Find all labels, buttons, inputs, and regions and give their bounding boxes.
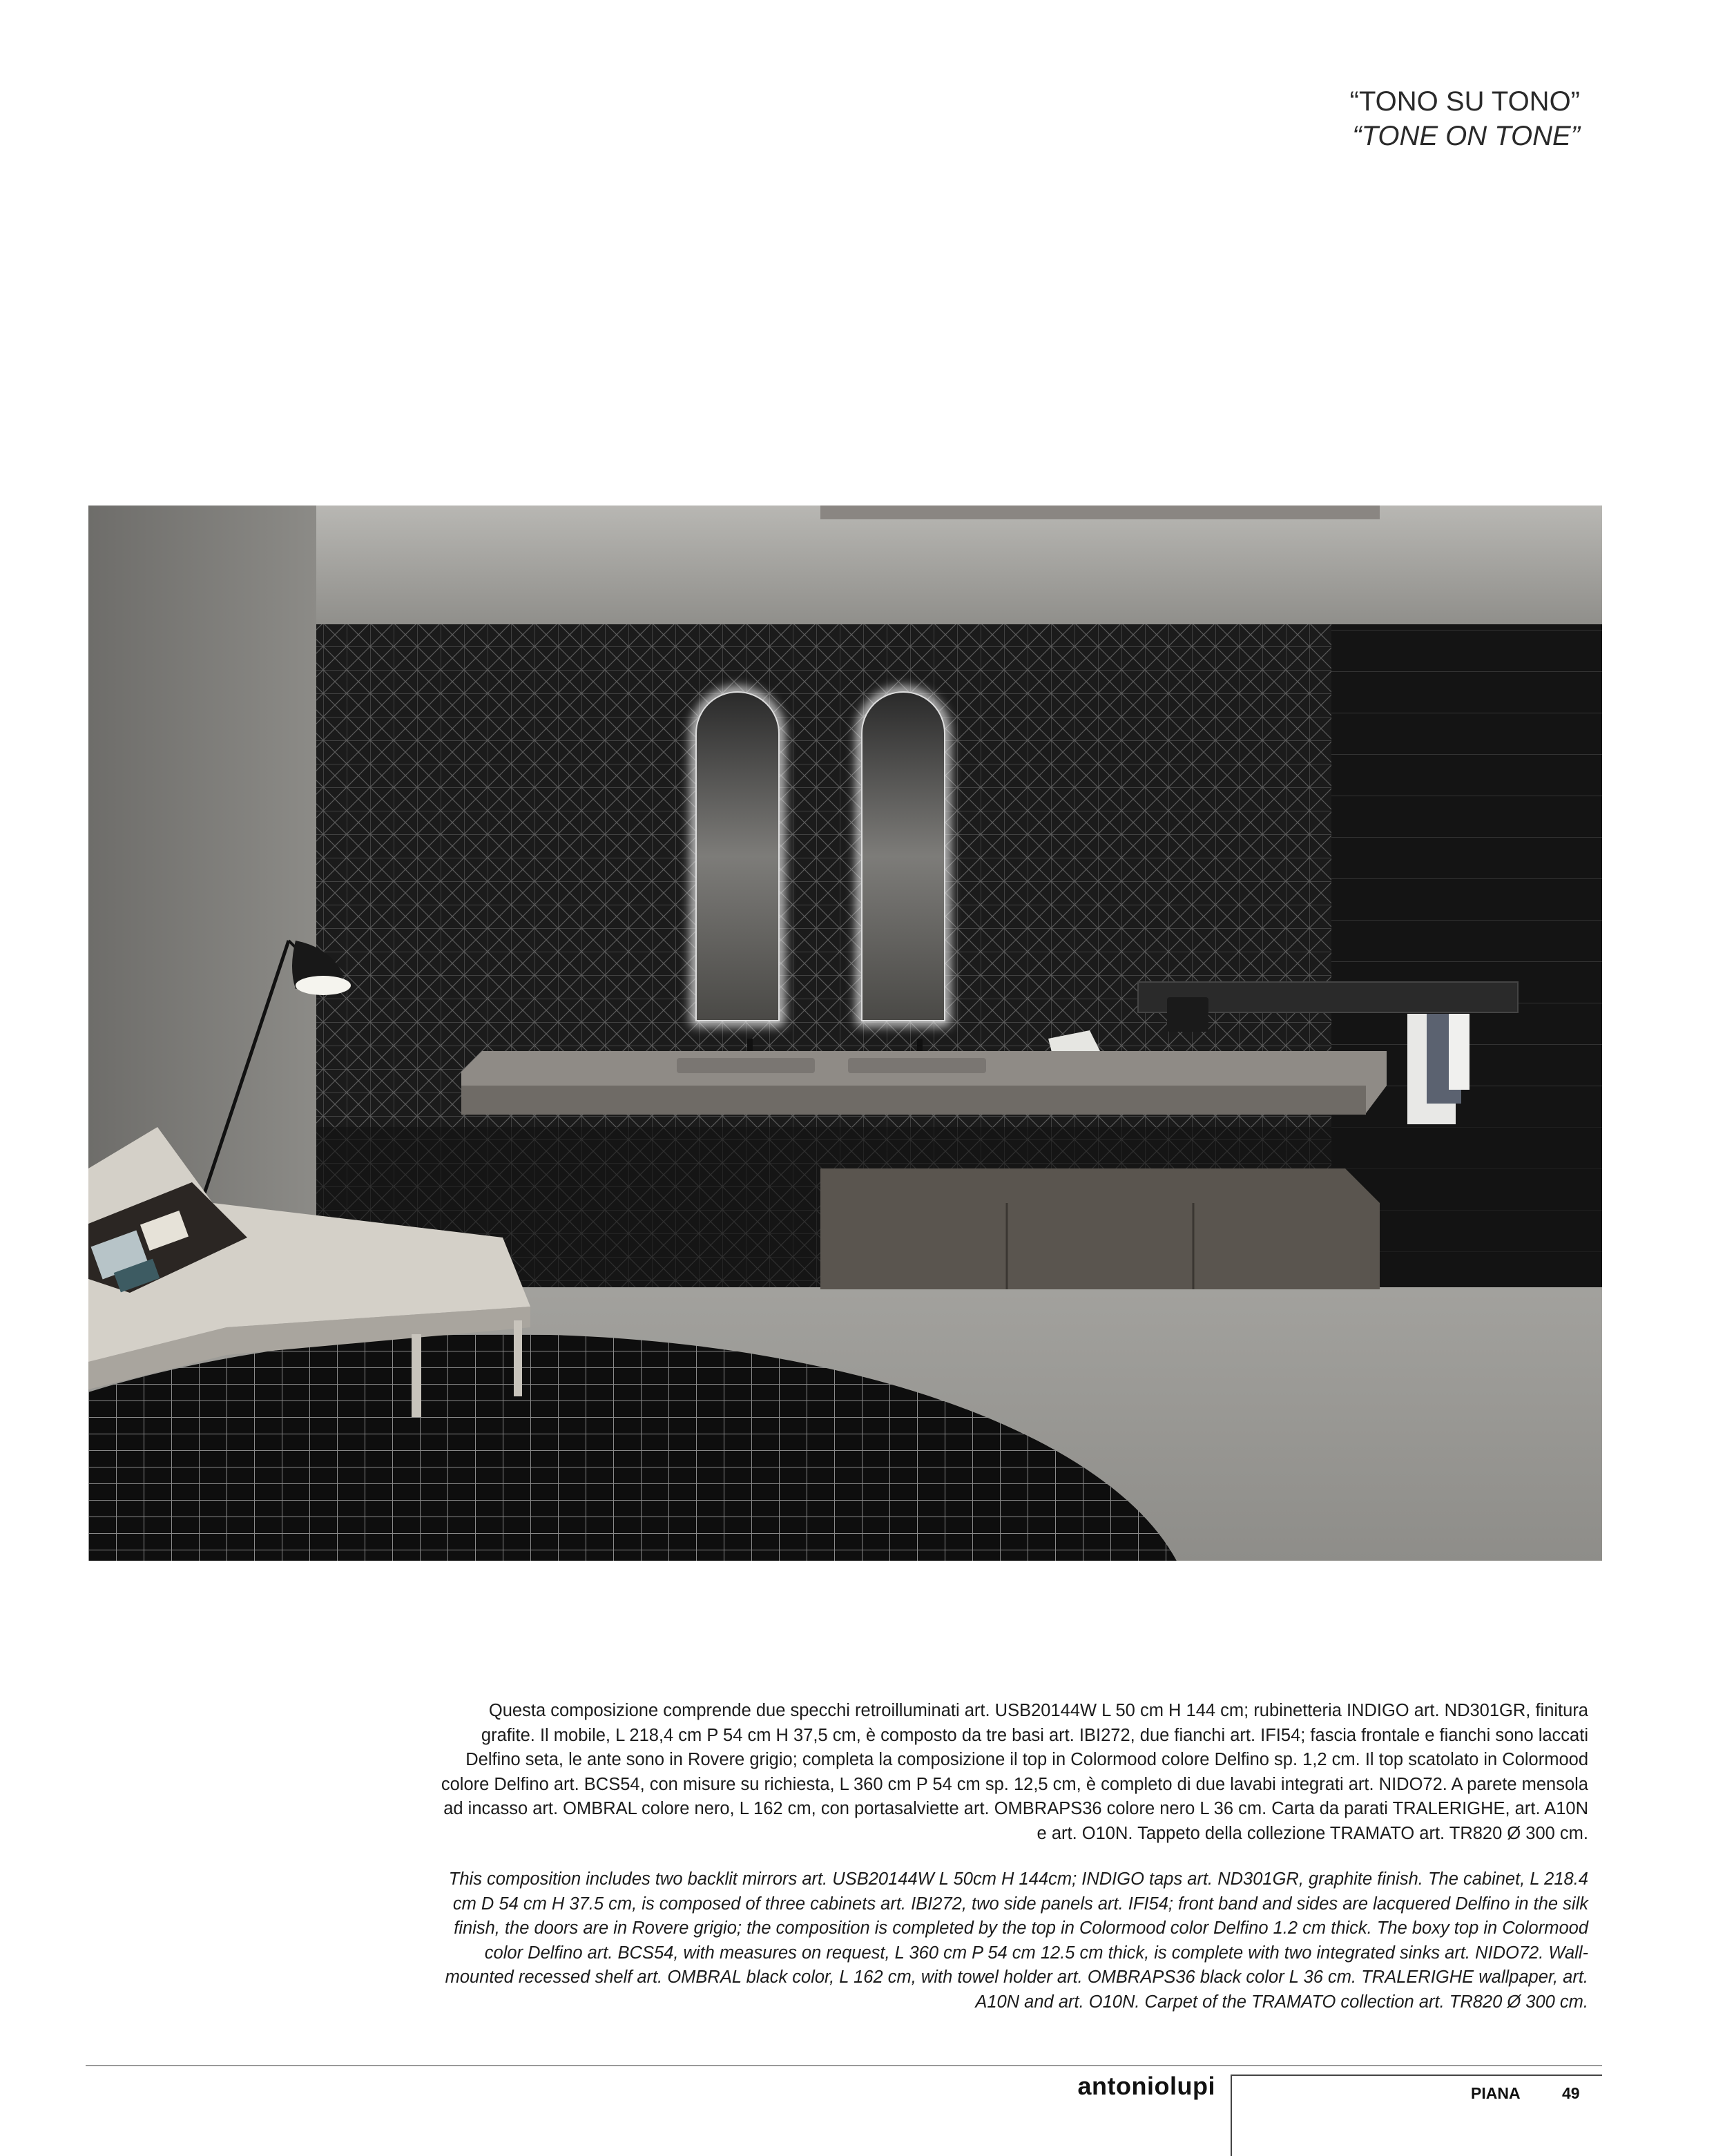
description-english <box>242 1867 1588 2014</box>
description-en-line: mounted recessed shelf art. OMBRAL black color, L 162 cm, with towel holder art. OMBRAPS36 black color L 36 cm. TRALERIGHE wallpaper, art. <box>445 1967 1588 1987</box>
mirror-left <box>696 692 779 1021</box>
description-italian <box>242 1699 1588 1846</box>
page-number: 49 <box>1562 2084 1580 2102</box>
description-it-line: Delfino seta, le ante sono in Rovere grigio; completa la composizione il top in Colormood colore Delfino sp. 1,2 cm. Il top scatolato in Colormood <box>465 1750 1588 1769</box>
title-english: “TONE ON TONE” <box>1352 121 1580 151</box>
description-it-line: Questa composizione comprende due specchi retroilluminati art. USB20144W L 50 cm H 144 cm; rubinetteria INDIGO art. ND301GR, finitura <box>488 1701 1588 1720</box>
description-it-line: colore Delfino art. BCS54, con misure su richiesta, L 360 cm P 54 cm sp. 12,5 cm, è completo di due lavabi integrati art. NIDO72. A parete mensola <box>441 1774 1588 1794</box>
description-it-line: grafite. Il mobile, L 218,4 cm P 54 cm H 37,5 cm, è composto da tre basi art. IBI272, due fianchi art. IFI54; fascia frontale e fianchi sono laccati <box>481 1725 1588 1745</box>
collection-name: PIANA <box>1471 2084 1521 2102</box>
description-it-line: ad incasso art. OMBRAL colore nero, L 162 cm, con portasalviette art. OMBRAPS36 colore nero L 36 cm. Carta da parati TRALERIGHE, art. A10N <box>443 1799 1588 1818</box>
vanity-cabinet <box>820 1168 1380 1289</box>
description-en-line: cm D 54 cm H 37.5 cm, is composed of three cabinets art. IBI272, two side panels art. IFI54; front band and sides are lacquered Delfino in the silk <box>452 1894 1588 1914</box>
product-photo <box>88 506 1602 1561</box>
footer-divider <box>86 2065 1602 2066</box>
description-en-line: color Delfino art. BCS54, with measures on request, L 360 cm P 54 cm 12.5 cm thick, is complete with two integrated sinks art. NIDO72. Wall- <box>484 1943 1588 1963</box>
description-it-line: e art. O10N. Tappeto della collezione TRAMATO art. TR820 Ø 300 cm. <box>1037 1823 1588 1843</box>
description-en-line: A10N and art. O10N. Carpet of the TRAMATO collection art. TR820 Ø 300 cm. <box>975 1992 1588 2012</box>
brand-logo: antoniolupi <box>1077 2072 1215 2100</box>
mirror-right <box>862 692 945 1021</box>
description-en-line: This composition includes two backlit mirrors art. USB20144W L 50cm H 144cm; INDIGO taps art. ND301GR, graphite finish. The cabinet, L 218.4 <box>448 1869 1588 1889</box>
footer-frame <box>1231 2075 1602 2156</box>
title-italian: “TONO SU TONO” <box>1349 86 1580 117</box>
description-en-line: finish, the doors are in Rovere grigio; the composition is completed by the top in Colormood color Delfino 1.2 cm thick. The boxy top in Colormood <box>454 1918 1588 1938</box>
page-title-block <box>1350 84 1580 153</box>
